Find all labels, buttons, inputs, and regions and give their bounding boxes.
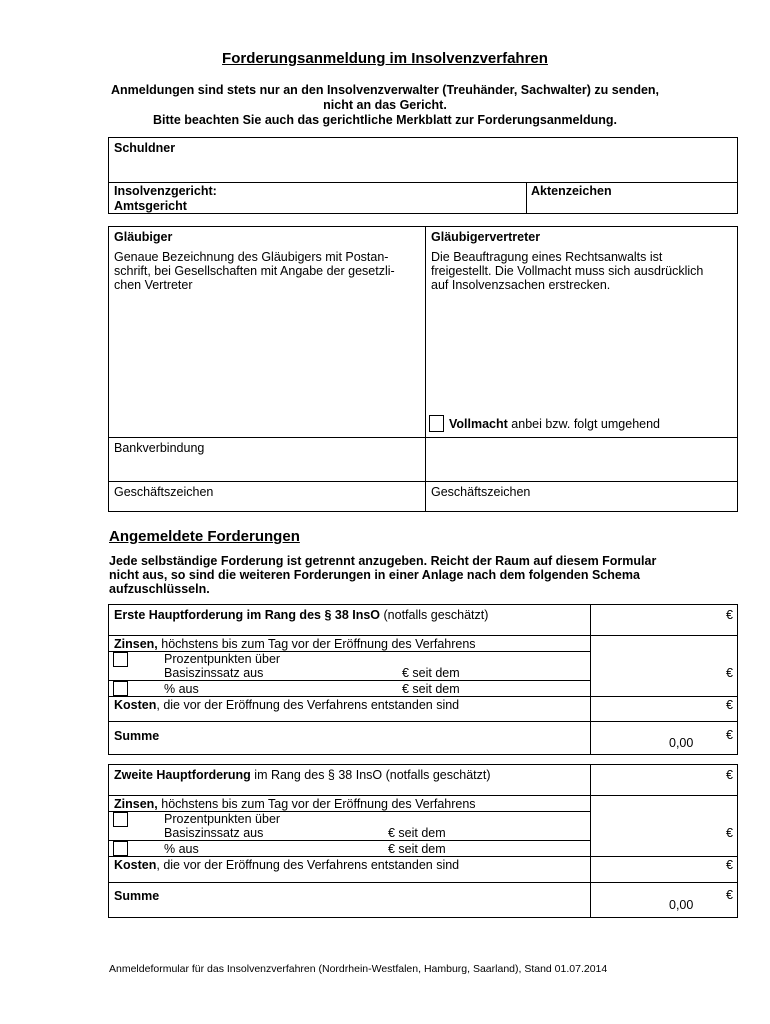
vertreter-desc-line: auf Insolvenzsachen erstrecken.	[431, 278, 611, 292]
vertreter-description	[431, 250, 703, 292]
forderung-block-1	[108, 604, 738, 755]
kosten-label	[114, 698, 459, 712]
currency-symbol: €	[726, 728, 733, 742]
note-line: nicht aus, so sind die weiteren Forderungen in einer Anlage nach dem folgenden Schema	[109, 568, 640, 582]
zinsen-prozentpunkte-checkbox[interactable]	[113, 812, 128, 827]
kosten-label	[114, 858, 459, 872]
hauptforderung-amount-input[interactable]	[593, 767, 719, 793]
kosten-bold: Kosten	[114, 698, 157, 712]
geschaeftszeichen-left-label: Geschäftszeichen	[114, 485, 214, 499]
hauptforderung-bold: Zweite Hauptforderung	[114, 768, 251, 782]
kosten-amount-input[interactable]	[593, 698, 719, 718]
note-line: aufzuschlüsseln.	[109, 582, 210, 596]
forderungen-note	[109, 554, 656, 596]
kosten-rest: , die vor der Eröffnung des Verfahrens entstanden sind	[156, 698, 460, 712]
currency-symbol: €	[726, 608, 733, 622]
hauptforderung-rest: (notfalls geschätzt)	[380, 608, 489, 622]
aktenzeichen-input[interactable]	[529, 198, 735, 212]
zinsen-amount-input[interactable]	[593, 638, 719, 694]
schuldner-input[interactable]	[111, 156, 735, 181]
summe-value: 0,00	[669, 736, 694, 750]
forderung-block-2	[108, 764, 738, 918]
seit-dem-label-2: € seit dem	[388, 842, 446, 856]
vertreter-desc-line: Die Beauftragung eines Rechtsanwalts ist	[431, 250, 663, 264]
hauptforderung-bold: Erste Hauptforderung im Rang des § 38 InsO	[114, 608, 381, 622]
glaeubiger-desc-line: chen Vertreter	[114, 278, 193, 292]
basiszinssatz-label: Basiszinssatz aus	[164, 666, 264, 680]
seit-dem-label-2: € seit dem	[402, 682, 460, 696]
zinsen-amount-input[interactable]	[593, 798, 719, 854]
zinsen-prozent-checkbox[interactable]	[113, 681, 128, 696]
currency-symbol: €	[726, 698, 733, 712]
glaeubiger-label: Gläubiger	[114, 230, 173, 244]
zinsen-bold: Zinsen,	[114, 797, 158, 811]
vertreter-bank-input[interactable]	[429, 440, 735, 479]
schuldner-section	[108, 137, 738, 214]
amtsgericht-field[interactable]: Amtsgericht	[114, 199, 187, 213]
vollmacht-rest: anbei bzw. folgt umgehend	[507, 417, 661, 431]
vollmacht-checkbox[interactable]	[429, 415, 444, 432]
currency-symbol: €	[726, 858, 733, 872]
page-title: Forderungsanmeldung im Insolvenzverfahren	[222, 50, 548, 67]
forderungen-heading: Angemeldete Forderungen	[109, 528, 300, 545]
note-line: Jede selbständige Forderung ist getrennt anzugeben. Reicht der Raum auf diesem Formular	[109, 554, 657, 568]
bankverbindung-label: Bankverbindung	[114, 441, 205, 455]
glaeubiger-description	[114, 250, 395, 292]
glaeubiger-section	[108, 226, 738, 512]
zinsen-rest: höchstens bis zum Tag vor der Eröffnung des Verfahrens	[157, 637, 476, 651]
vertreter-desc-line: freigestellt. Die Vollmacht muss sich ausdrücklich	[431, 264, 704, 278]
kosten-amount-input[interactable]	[593, 858, 719, 878]
geschaeftszeichen-right-label: Geschäftszeichen	[431, 485, 531, 499]
kosten-bold: Kosten	[114, 858, 157, 872]
currency-symbol: €	[726, 666, 733, 680]
seit-dem-label-1: € seit dem	[388, 826, 446, 840]
prozent-aus-label: % aus	[164, 682, 199, 696]
zinsen-label	[114, 637, 476, 651]
bankverbindung-input[interactable]	[111, 455, 423, 479]
currency-symbol: €	[726, 768, 733, 782]
zinsen-rest: höchstens bis zum Tag vor der Eröffnung des Verfahrens	[157, 797, 476, 811]
intro-text	[0, 83, 770, 128]
seit-dem-label-1: € seit dem	[402, 666, 460, 680]
prozentpunkte-label: Prozentpunkten über	[164, 652, 281, 666]
glaeubiger-desc-line: schrift, bei Gesellschaften mit Angabe der gesetzli-	[114, 264, 395, 278]
zinsen-label	[114, 797, 476, 811]
intro-line-1: Anmeldungen sind stets nur an den Insolvenzverwalter (Treuhänder, Sachwalter) zu senden,	[110, 83, 660, 97]
intro-line-2: nicht an das Gericht.	[323, 98, 447, 112]
aktenzeichen-label: Aktenzeichen	[531, 184, 612, 198]
intro-line-3: Bitte beachten Sie auch das gerichtliche Merkblatt zur Forderungsanmeldung.	[153, 113, 617, 127]
kosten-rest: , die vor der Eröffnung des Verfahrens entstanden sind	[156, 858, 460, 872]
glaeubigervertreter-label: Gläubigervertreter	[431, 230, 541, 244]
glaeubiger-input[interactable]	[111, 295, 423, 435]
vertreter-input[interactable]	[429, 295, 735, 413]
currency-symbol: €	[726, 826, 733, 840]
summe-label: Summe	[114, 889, 160, 903]
hauptforderung-rest: im Rang des § 38 InsO (notfalls geschätzt)	[250, 768, 491, 782]
hauptforderung-amount-input[interactable]	[593, 607, 719, 633]
vollmacht-label	[449, 417, 660, 431]
footer-text: Anmeldeformular für das Insolvenzverfahren (Nordrhein-Westfalen, Hamburg, Saarland), Stand 01.07.2014	[109, 963, 608, 975]
glaeubiger-desc-line: Genaue Bezeichnung des Gläubigers mit Postan-	[114, 250, 389, 264]
zinsen-bold: Zinsen,	[114, 637, 158, 651]
summe-label: Summe	[114, 729, 160, 743]
insolvenzgericht-label: Insolvenzgericht:	[114, 184, 217, 198]
schuldner-label: Schuldner	[114, 141, 176, 155]
basiszinssatz-label: Basiszinssatz aus	[164, 826, 264, 840]
summe-value: 0,00	[669, 898, 694, 912]
zinsen-prozentpunkte-checkbox[interactable]	[113, 652, 128, 667]
zinsen-prozent-checkbox[interactable]	[113, 841, 128, 856]
prozentpunkte-label: Prozentpunkten über	[164, 812, 281, 826]
hauptforderung-label	[114, 768, 491, 782]
prozent-aus-label: % aus	[164, 842, 199, 856]
currency-symbol: €	[726, 888, 733, 902]
hauptforderung-label	[114, 608, 488, 622]
vollmacht-bold: Vollmacht	[449, 417, 508, 431]
